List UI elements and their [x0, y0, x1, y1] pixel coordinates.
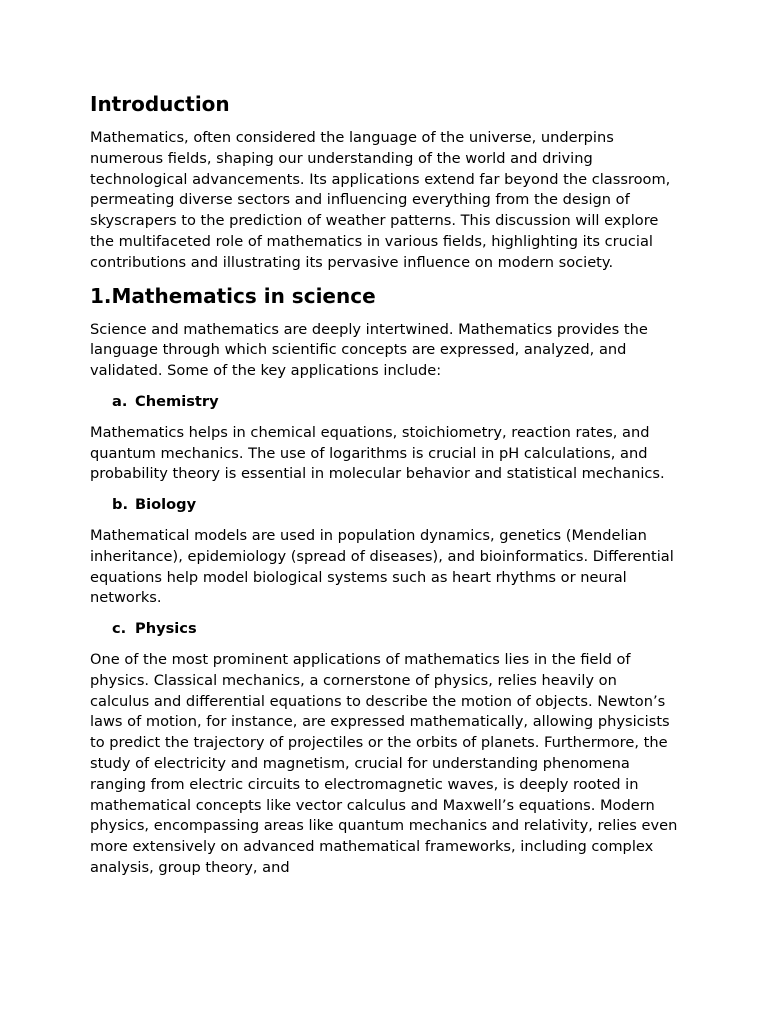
section-intro-paragraph: Science and mathematics are deeply intertwined. Mathematics provides the language through which scientific concepts are expressed, analyzed, and validated. Some of the key applications include: — [90, 320, 648, 380]
subsection-title: Physics — [135, 620, 197, 638]
list-marker: a. — [112, 392, 128, 410]
biology-paragraph: Mathematical models are used in population dynamics, genetics (Mendelian inheritance), epidemiology (spread of diseases), and bioinformatics. Differential equations help model biological systems such as heart rhythms or neural networks. — [90, 526, 674, 607]
section-heading-mathematics-in-science: 1.Mathematics in science — [90, 283, 376, 308]
subsection-title: Biology — [135, 496, 197, 514]
introduction-heading: Introduction — [90, 92, 230, 116]
physics-paragraph: One of the most prominent applications of mathematics lies in the field of physics. Classical mechanics, a cornerstone of physics, relies heavily on calculus and differential equations to describe the motion of objects. Newton’s laws of motion, for instance, are expressed mathematically, allowing physicists to predict the trajectory of projectiles or the orbits of planets. Furthermore, the study of electricity and magnetism, crucial for understanding phenomena ranging from electric circuits to electromagnetic waves, is deeply rooted in mathematical concepts like vector calculus and Maxwell’s equations. Modern physics, encompassing areas like quantum mechanics and relativity, relies even more extensively on advanced mathematical frameworks, including complex analysis, group theory, and — [90, 650, 678, 876]
subsection-heading-biology — [90, 495, 680, 516]
subsection-title: Chemistry — [135, 392, 219, 410]
subsection-heading-chemistry — [90, 392, 680, 413]
subsection-heading-physics — [90, 619, 680, 640]
document-page — [90, 90, 680, 879]
introduction-paragraph: Mathematics, often considered the language of the universe, underpins numerous fields, shaping our understanding of the world and driving technological advancements. Its applications extend far beyond the classroom, permeating diverse sectors and influencing everything from the design of skyscrapers to the prediction of weather patterns. This discussion will explore the multifaceted role of mathematics in various fields, highlighting its crucial contributions and illustrating its pervasive influence on modern society. — [90, 129, 671, 271]
chemistry-paragraph: Mathematics helps in chemical equations, stoichiometry, reaction rates, and quantum mechanics. The use of logarithms is crucial in pH calculations, and probability theory is essential in molecular behavior and statistical mechanics. — [90, 423, 665, 483]
list-marker: b. — [112, 496, 128, 514]
list-marker: c. — [112, 620, 127, 638]
